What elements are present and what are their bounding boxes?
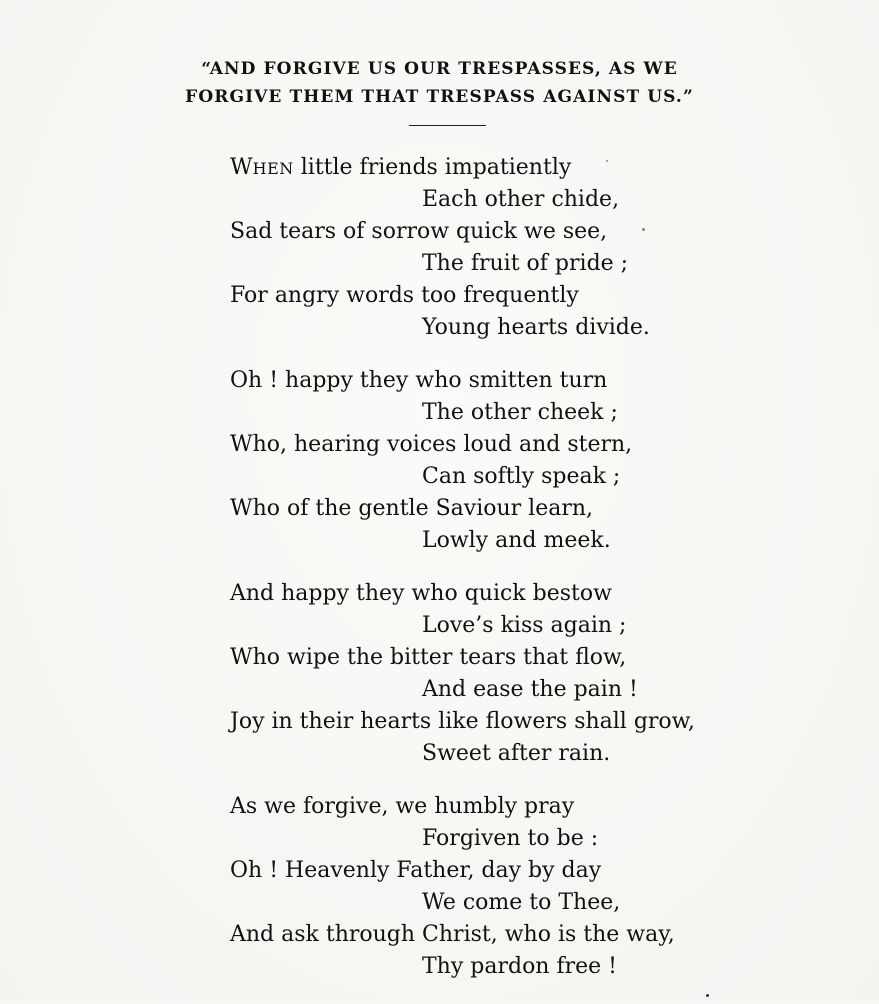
title-line-1: “AND FORGIVE US OUR TRESPASSES, AS WE [201,59,678,79]
poem-line: And happy they who quick bestow [230,581,612,606]
poem-line: Sad tears of sorrow quick we see, [230,219,608,244]
stanza-2 [230,365,830,557]
poem-line: The other cheek ; [422,400,618,425]
poem-line [230,152,830,184]
drop-letter: W [230,155,253,180]
small-caps: HEN [252,159,294,178]
line-rest: little friends impatiently [293,155,572,180]
poem-line: For angry words too frequently [230,283,579,308]
poem-line: Sweet after rain. [422,741,611,766]
poem-line: Who of the gentle Saviour learn, [230,496,594,521]
stanza-4 [230,791,830,983]
title-line-2: FORGIVE THEM THAT TRESPASS AGAINST US.” [185,87,694,107]
poem-line: And ease the pain ! [422,677,638,702]
paper-speck [642,228,645,231]
title-divider [409,125,486,126]
stanza-3 [230,578,830,770]
poem [230,152,830,1004]
poem-line: The fruit of pride ; [422,251,629,276]
poem-line: And ask through Christ, who is the way, [230,922,675,947]
poem-line: Oh ! Heavenly Father, day by day [230,858,602,883]
poem-line: Can softly speak ; [422,464,621,489]
poem-line: Lowly and meek. [422,528,611,553]
paper-speck [606,160,608,162]
poem-line: Young hearts divide. [422,315,650,340]
poem-line: Each other chide, [422,187,620,212]
poem-line: Who wipe the bitter tears that flow, [230,645,627,670]
poem-line: Love’s kiss again ; [422,613,627,638]
poem-line: Thy pardon free ! [422,954,618,979]
poem-line: As we forgive, we humbly pray [230,794,575,819]
poem-line: Oh ! happy they who smitten turn [230,368,608,393]
stanza-1 [230,152,830,344]
poem-line: We come to Thee, [422,890,621,915]
paper-speck [706,994,709,997]
page-title [0,55,879,111]
poem-line: Who, hearing voices loud and stern, [230,432,633,457]
poem-line: Forgiven to be : [422,826,599,851]
poem-line: Joy in their hearts like flowers shall grow, [230,709,695,734]
